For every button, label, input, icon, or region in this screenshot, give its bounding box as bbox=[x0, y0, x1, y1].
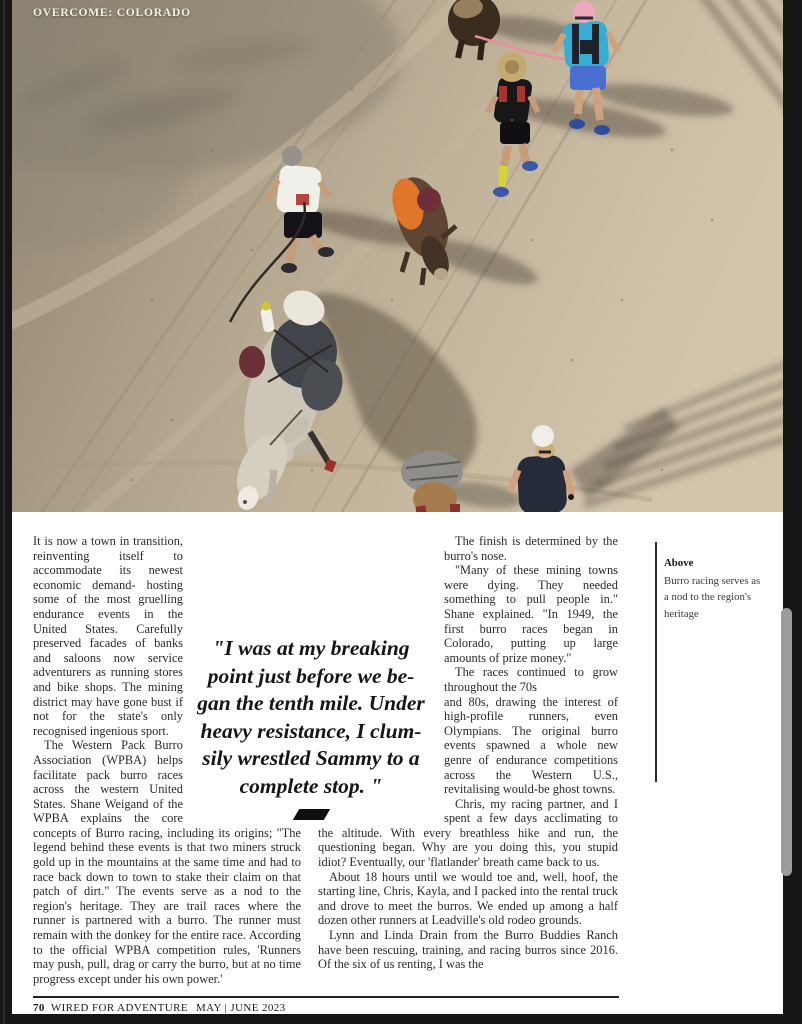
scrollbar-thumb[interactable] bbox=[781, 608, 792, 876]
photo-illustration bbox=[12, 0, 783, 512]
magazine-title: WIRED FOR ADVENTURE bbox=[50, 1002, 188, 1014]
pull-quote-line: heavy resistance, I clum- bbox=[200, 718, 422, 743]
pull-quote-line: gan the tenth mile. Under bbox=[197, 691, 425, 715]
pull-quote-line: "I was at my breaking bbox=[212, 636, 410, 660]
text-run: Chris, my racing partner, and I spent a few days acclimating to the altitude. With every breathless hike and run, the questioning began. Why are you doing this, you stupid idiot? Eventually, our 'flatlander' breath came back to us. bbox=[318, 796, 618, 870]
pull-quote-line: sily wrestled Sammy to a bbox=[202, 746, 420, 770]
pull-quote-mark bbox=[292, 809, 329, 820]
sidebar-label: Above bbox=[664, 557, 694, 569]
sidebar-caption: Burro racing serves as a nod to the region's heritage bbox=[664, 574, 761, 620]
page-footer bbox=[33, 1002, 286, 1014]
text-run: The finish is determined by the burro's nose. bbox=[444, 534, 618, 563]
issue-date: MAY | JUNE 2023 bbox=[195, 1002, 286, 1014]
footer-rule bbox=[33, 996, 619, 998]
window-edge-highlight bbox=[3, 0, 5, 1024]
body-paragraph bbox=[318, 534, 618, 563]
page-number: 70 bbox=[33, 1002, 45, 1014]
text-run: Lynn and Linda Drain from the Burro Buddies Ranch have been rescuing, training, and racing burros since 2016. Of the six of us renting, I was the bbox=[318, 928, 618, 972]
photo-caption-sidebar bbox=[664, 555, 762, 622]
pull-quote bbox=[172, 635, 450, 820]
pull-quote-line: point just before we be- bbox=[207, 663, 415, 688]
text-run: The races continued to grow throughout the 70s bbox=[444, 665, 618, 694]
text-run: It is now a town in transition, reinventing itself to accommodate its newest economic demand- hosting some of the most gruelling endurance events in the United States. Carefully preserved facades of banks and saloons now service adventurers as running stores and bike shops. The mining district may have gone bust if not for the state's only recognised ingenious sport. bbox=[33, 534, 183, 738]
body-paragraph bbox=[318, 928, 618, 972]
pull-quote-line: complete stop. " bbox=[239, 773, 383, 798]
text-run: and 80s, drawing the interest of high-profile runners, even Olympians. The original burro events spawned a whole new genre of endurance competitions across the Western U.S., revitalising would-be ghost towns. bbox=[444, 694, 618, 797]
text-run: "Many of these mining towns were dying. They needed something to pull people in." Shane explained. "In 1949, the first burro races began in Colorado, putting up large amounts of prize money." bbox=[444, 563, 618, 665]
text-run: About 18 hours until we would toe and, well, hoof, the starting line, Chris, Kayla, and I packed into the rental truck and drove to meet the burros. We ended up among a half dozen other runners at Leadville's old rodeo grounds. bbox=[318, 869, 618, 928]
text-run: The Western Pack Burro Association (WPBA) helps facilitate pack burro races across the western United States. Shane Weigand of the WPBA explains the core concepts of Burro racing, including its origins; "The legend behind these events is that two miners struck gold up in the mountains at the same time and had to race back down to town to stake their claim on that patch of dirt." The events serve as a nod to the region's heritage. They are trail races where the runner is partnered with a burro. The runner must remain with the donkey for the entire race. According to the official WPBA competition rules, 'Runners may push, pull, drag or carry the burro, but at no time progress except under his own power.' bbox=[33, 738, 301, 986]
article-photo bbox=[12, 0, 783, 512]
body-paragraph bbox=[318, 870, 618, 928]
section-kicker: OVERCOME: COLORADO bbox=[33, 7, 191, 19]
sidebar-divider bbox=[655, 542, 657, 782]
magazine-page bbox=[12, 512, 783, 1014]
